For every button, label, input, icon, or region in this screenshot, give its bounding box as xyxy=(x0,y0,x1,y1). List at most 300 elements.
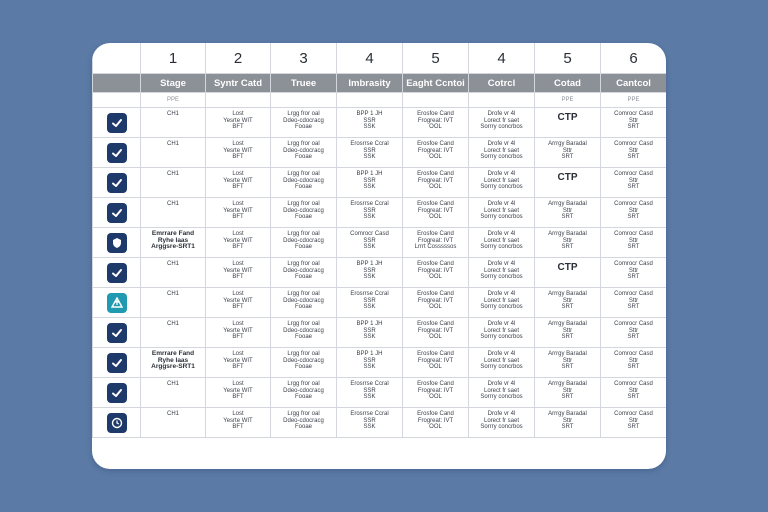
check-icon[interactable] xyxy=(107,353,127,373)
cell-c3 xyxy=(271,168,337,198)
column-header[interactable]: Stage xyxy=(141,74,206,93)
cell-text: Frogreat: IVT xyxy=(417,417,454,424)
cell-c6 xyxy=(469,168,535,198)
cell-c6 xyxy=(469,348,535,378)
cell-text: Erosfoe Cand xyxy=(417,381,454,387)
cell-c6 xyxy=(469,378,535,408)
cell-text: Drofe vr 4l xyxy=(487,111,516,117)
cell-c6 xyxy=(469,198,535,228)
cell-c7 xyxy=(535,378,601,408)
column-subheader xyxy=(469,93,535,108)
row-status-cell[interactable] xyxy=(93,408,141,438)
check-icon[interactable] xyxy=(107,383,127,403)
cell-text: Sttr xyxy=(628,417,639,424)
cell-text: Arrrgy Baradal xyxy=(548,351,587,357)
cell-text: Comrocr Casd xyxy=(614,261,653,267)
table-row[interactable] xyxy=(93,258,667,288)
cell-c2 xyxy=(206,408,271,438)
cell-c3 xyxy=(271,408,337,438)
cell-text: Ddeo-cdocracg xyxy=(283,147,324,154)
cell-text: SRT xyxy=(561,394,574,400)
cell-c4 xyxy=(337,408,403,438)
cell-text: Lost xyxy=(232,291,244,297)
cell-text: Ddeo-cdocracg xyxy=(283,387,324,394)
cell-c6 xyxy=(469,138,535,168)
column-header[interactable]: Eaght Ccntoi xyxy=(403,74,469,93)
cell-text: SRT xyxy=(561,364,574,370)
cell-text: Sorrry concrbos xyxy=(480,154,523,160)
cell-text: Sttr xyxy=(628,297,639,304)
cell-stage xyxy=(141,288,206,318)
cell-text: SRT xyxy=(627,364,640,370)
table-row[interactable] xyxy=(93,378,667,408)
table-row[interactable] xyxy=(93,288,667,318)
cell-text: BFT xyxy=(232,394,244,400)
check-icon[interactable] xyxy=(107,263,127,283)
cell-c5 xyxy=(403,348,469,378)
cell-c4 xyxy=(337,108,403,138)
cell-text: CH1 xyxy=(166,171,179,177)
cell-text: Lorect fr saet xyxy=(483,357,519,364)
cell-text: Sorrry concrbos xyxy=(480,364,523,370)
clock-icon[interactable] xyxy=(107,413,127,433)
cell-text: Lrgg fror oal xyxy=(287,111,320,117)
cell-stage xyxy=(141,378,206,408)
cell-text: Yesrte WIT xyxy=(223,297,253,304)
cell-text: OOL xyxy=(429,424,442,430)
cell-text: BFT xyxy=(232,364,244,370)
cell-text: BFT xyxy=(232,334,244,340)
corner-cell xyxy=(93,74,141,93)
cell-text: Lrgg fror oal xyxy=(287,321,320,327)
cell-text: Sttr xyxy=(628,267,639,274)
column-subheader xyxy=(271,93,337,108)
cell-text: Ddeo-cdocracg xyxy=(283,357,324,364)
cell-text: Erosfoe Cand xyxy=(417,351,454,357)
cell-text: Arggsre-SRT1 xyxy=(151,363,195,370)
cell-text: Comrocr Casd xyxy=(614,381,653,387)
cell-text: Yesrte WIT xyxy=(223,357,253,364)
column-subheader-row xyxy=(93,93,667,108)
cell-text: Sttr xyxy=(562,387,573,394)
table-row[interactable] xyxy=(93,408,667,438)
cell-text: CH1 xyxy=(166,201,179,207)
upload-icon[interactable] xyxy=(107,293,127,313)
row-status-cell[interactable] xyxy=(93,168,141,198)
cell-text: Sorrry concrbos xyxy=(480,214,523,220)
cell-text: Lost xyxy=(232,261,244,267)
cell-text: CH1 xyxy=(166,141,179,147)
cell-text: Yesrte WIT xyxy=(223,207,253,214)
cell-text: OOL xyxy=(429,364,442,370)
cell-text: Lorect fr saet xyxy=(483,177,519,184)
cell-c8 xyxy=(601,138,667,168)
cell-text: Erosrrse Ccral xyxy=(350,291,389,297)
cell-text: SSK xyxy=(363,394,376,400)
cell-text: Drofe vr 4l xyxy=(487,261,516,267)
cell-text: OOL xyxy=(429,274,442,280)
cell-text: Lrgg fror oal xyxy=(287,351,320,357)
cell-c2 xyxy=(206,198,271,228)
cell-c2 xyxy=(206,228,271,258)
cell-text: SSR xyxy=(363,207,376,214)
cell-c2 xyxy=(206,138,271,168)
cell-text: Drofe vr 4l xyxy=(487,351,516,357)
cell-text: Erosrrse Ccral xyxy=(350,201,389,207)
cell-c5 xyxy=(403,228,469,258)
column-number: 2 xyxy=(206,43,271,74)
cell-text: BPP 1 JH xyxy=(356,111,383,117)
cell-c8 xyxy=(601,108,667,138)
cell-text: SSR xyxy=(363,387,376,394)
column-number-row xyxy=(93,43,667,74)
check-icon[interactable] xyxy=(107,143,127,163)
cell-text: SRT xyxy=(627,304,640,310)
cell-c4 xyxy=(337,378,403,408)
cell-text: SSR xyxy=(363,177,376,184)
cell-c4 xyxy=(337,348,403,378)
column-header[interactable]: Imbrasity xyxy=(337,74,403,93)
cell-text: Lorect fr saet xyxy=(483,147,519,154)
table-row[interactable] xyxy=(93,228,667,258)
cell-text: Ddeo-cdocracg xyxy=(283,267,324,274)
cell-c7 xyxy=(535,408,601,438)
cell-text: Fooae xyxy=(294,184,312,190)
cell-c7 xyxy=(535,288,601,318)
cell-text: Lorect fr saet xyxy=(483,327,519,334)
cell-c2 xyxy=(206,318,271,348)
cell-text: Frogreat: IVT xyxy=(417,327,454,334)
cell-c5 xyxy=(403,408,469,438)
cell-text: Yesrte WIT xyxy=(223,177,253,184)
cell-text: SRT xyxy=(561,244,574,250)
table-body xyxy=(93,108,667,438)
cell-text: CTP xyxy=(557,172,578,183)
cell-text: Sttr xyxy=(562,327,573,334)
cell-text: Fooae xyxy=(294,124,312,130)
cell-text: Sorrry concrbos xyxy=(480,424,523,430)
cell-text: BPP 1 JH xyxy=(356,351,383,357)
column-subheader xyxy=(403,93,469,108)
cell-text: SSR xyxy=(363,267,376,274)
cell-text: Sttr xyxy=(628,177,639,184)
cell-text: Erosfoe Cand xyxy=(417,321,454,327)
cell-text: SRT xyxy=(561,304,574,310)
cell-text: Comrocr Casd xyxy=(614,411,653,417)
shield-icon[interactable] xyxy=(107,233,127,253)
column-subheader xyxy=(337,93,403,108)
cell-text: CH1 xyxy=(166,411,179,417)
cell-text: Arggsre-SRT1 xyxy=(151,243,195,250)
cell-text: Yesrte WIT xyxy=(223,267,253,274)
column-header[interactable]: Cotrcl xyxy=(469,74,535,93)
cell-text: Ddeo-cdocracg xyxy=(283,207,324,214)
cell-stage xyxy=(141,348,206,378)
cell-text: SSK xyxy=(363,304,376,310)
cell-text: Comrocr Casd xyxy=(350,231,389,237)
cell-text: Erosrrse Ccral xyxy=(350,411,389,417)
cell-text: Frogreat: IVT xyxy=(417,357,454,364)
cell-text: BFT xyxy=(232,184,244,190)
cell-c5 xyxy=(403,288,469,318)
cell-text: Ddeo-cdocracg xyxy=(283,297,324,304)
cell-c4 xyxy=(337,138,403,168)
cell-text: SRT xyxy=(627,154,640,160)
cell-text: Comrocr Casd xyxy=(614,291,653,297)
cell-text: Sttr xyxy=(628,387,639,394)
check-icon[interactable] xyxy=(107,113,127,133)
cell-text: Yesrte WIT xyxy=(223,327,253,334)
cell-text: Arrrgy Baradal xyxy=(548,201,587,207)
cell-text: Arrrgy Baradal xyxy=(548,381,587,387)
cell-text: SSK xyxy=(363,154,376,160)
cell-text: Fooae xyxy=(294,274,312,280)
cell-text: Lost xyxy=(232,201,244,207)
column-number: 4 xyxy=(469,43,535,74)
cell-text: BFT xyxy=(232,244,244,250)
cell-text: Sttr xyxy=(562,237,573,244)
column-header[interactable]: Cantcol xyxy=(601,74,667,93)
cell-text: Sorrry concrbos xyxy=(480,244,523,250)
cell-c3 xyxy=(271,318,337,348)
row-status-cell[interactable] xyxy=(93,258,141,288)
cell-text: Ddeo-cdocracg xyxy=(283,327,324,334)
cell-text: SSK xyxy=(363,334,376,340)
cell-text: Sorrry concrbos xyxy=(480,334,523,340)
cell-c7 xyxy=(535,168,601,198)
row-status-cell[interactable] xyxy=(93,228,141,258)
cell-c2 xyxy=(206,258,271,288)
cell-c7 xyxy=(535,258,601,288)
cell-text: Erosfoe Cand xyxy=(417,141,454,147)
cell-c4 xyxy=(337,258,403,288)
cell-text: Arrrgy Baradal xyxy=(548,411,587,417)
cell-text: SRT xyxy=(627,334,640,340)
row-status-cell[interactable] xyxy=(93,138,141,168)
cell-text: Sttr xyxy=(562,207,573,214)
cell-text: Sttr xyxy=(562,357,573,364)
cell-text: OOL xyxy=(429,184,442,190)
cell-text: Drofe vr 4l xyxy=(487,411,516,417)
row-status-cell[interactable] xyxy=(93,318,141,348)
cell-text: Yesrte WIT xyxy=(223,387,253,394)
cell-text: Sorrry concrbos xyxy=(480,274,523,280)
cell-c7 xyxy=(535,348,601,378)
table-row[interactable] xyxy=(93,348,667,378)
cell-text: CH1 xyxy=(166,291,179,297)
row-status-cell[interactable] xyxy=(93,108,141,138)
table-row[interactable] xyxy=(93,318,667,348)
cell-c4 xyxy=(337,288,403,318)
cell-text: Frogreat: IVT xyxy=(417,267,454,274)
cell-text: Lorect fr saet xyxy=(483,297,519,304)
cell-text: CH1 xyxy=(166,321,179,327)
cell-text: Fooae xyxy=(294,214,312,220)
cell-text: Fooae xyxy=(294,154,312,160)
table-row[interactable] xyxy=(93,108,667,138)
cell-c6 xyxy=(469,108,535,138)
cell-text: Lost xyxy=(232,111,244,117)
cell-text: Arrrgy Baradal xyxy=(548,291,587,297)
cell-text: Sttr xyxy=(628,357,639,364)
column-subheader: PPE xyxy=(535,93,601,108)
cell-text: Lost xyxy=(232,411,244,417)
table-row[interactable] xyxy=(93,198,667,228)
cell-text: Lost xyxy=(232,351,244,357)
cell-text: SSK xyxy=(363,244,376,250)
cell-text: Frogreat: IVT xyxy=(417,117,454,124)
row-status-cell[interactable] xyxy=(93,378,141,408)
check-icon[interactable] xyxy=(107,323,127,343)
cell-c8 xyxy=(601,378,667,408)
cell-text: Fooae xyxy=(294,364,312,370)
cell-text: Fooae xyxy=(294,304,312,310)
cell-text: Lost xyxy=(232,321,244,327)
cell-c7 xyxy=(535,318,601,348)
cell-text: Drofe vr 4l xyxy=(487,141,516,147)
table-row[interactable] xyxy=(93,168,667,198)
cell-c5 xyxy=(403,108,469,138)
cell-text: SRT xyxy=(627,394,640,400)
cell-stage xyxy=(141,138,206,168)
cell-text: Frogreat: IVT xyxy=(417,387,454,394)
column-header[interactable]: Cotad xyxy=(535,74,601,93)
cell-text: Erosfoe Cand xyxy=(417,291,454,297)
cell-text: SSR xyxy=(363,357,376,364)
cell-text: BPP 1 JH xyxy=(356,171,383,177)
cell-text: Lrgg fror oal xyxy=(287,291,320,297)
cell-text: SSK xyxy=(363,124,376,130)
cell-text: Frogreat: IVT xyxy=(417,207,454,214)
column-number: 5 xyxy=(535,43,601,74)
cell-text: Lrgg fror oal xyxy=(287,381,320,387)
cell-text: SRT xyxy=(627,244,640,250)
cell-text: Sttr xyxy=(628,207,639,214)
cell-c4 xyxy=(337,168,403,198)
cell-text: Emrrare Fand xyxy=(151,350,195,357)
cell-text: Drofe vr 4l xyxy=(487,291,516,297)
cell-c6 xyxy=(469,258,535,288)
column-subheader xyxy=(206,93,271,108)
cell-c4 xyxy=(337,198,403,228)
cell-text: Fooae xyxy=(294,394,312,400)
cell-text: Lost xyxy=(232,171,244,177)
cell-text: SRT xyxy=(561,154,574,160)
cell-text: Erosfoe Cand xyxy=(417,171,454,177)
cell-text: Erosrrse Ccral xyxy=(350,141,389,147)
column-number: 1 xyxy=(141,43,206,74)
cell-text: Fooae xyxy=(294,424,312,430)
cell-text: SSR xyxy=(363,237,376,244)
cell-c8 xyxy=(601,198,667,228)
cell-text: Drofe vr 4l xyxy=(487,231,516,237)
cell-text: Sttr xyxy=(562,297,573,304)
cell-text: CH1 xyxy=(166,111,179,117)
cell-c8 xyxy=(601,318,667,348)
cell-text: BFT xyxy=(232,214,244,220)
cell-text: SRT xyxy=(627,184,640,190)
cell-text: Sorrry concrbos xyxy=(480,184,523,190)
cell-text: Ddeo-cdocracg xyxy=(283,117,324,124)
cell-text: Ddeo-cdocracg xyxy=(283,417,324,424)
cell-text: Emrrare Fand xyxy=(151,230,195,237)
cell-c5 xyxy=(403,198,469,228)
row-status-cell[interactable] xyxy=(93,198,141,228)
cell-stage xyxy=(141,228,206,258)
cell-text: Lorect fr saet xyxy=(483,237,519,244)
cell-c6 xyxy=(469,318,535,348)
cell-text: OOL xyxy=(429,304,442,310)
stage-table-card xyxy=(92,43,666,469)
cell-text: Lrgg fror oal xyxy=(287,171,320,177)
cell-c3 xyxy=(271,288,337,318)
cell-text: OOL xyxy=(429,394,442,400)
cell-text: Ddeo-cdocracg xyxy=(283,177,324,184)
cell-c5 xyxy=(403,258,469,288)
cell-c7 xyxy=(535,228,601,258)
cell-text: Sorrry concrbos xyxy=(480,124,523,130)
cell-c8 xyxy=(601,168,667,198)
cell-c6 xyxy=(469,408,535,438)
cell-text: Lorect fr saet xyxy=(483,117,519,124)
cell-text: SRT xyxy=(627,124,640,130)
cell-text: Frogreat: IVT xyxy=(417,237,454,244)
cell-text: SRT xyxy=(627,214,640,220)
cell-text: SSR xyxy=(363,417,376,424)
cell-c2 xyxy=(206,108,271,138)
column-header[interactable]: Truee xyxy=(271,74,337,93)
cell-c6 xyxy=(469,228,535,258)
cell-text: Lorect fr saet xyxy=(483,207,519,214)
cell-c2 xyxy=(206,348,271,378)
cell-text: Lorect fr saet xyxy=(483,387,519,394)
cell-text: Yesrte WIT xyxy=(223,147,253,154)
cell-text: Comrocr Casd xyxy=(614,321,653,327)
cell-text: SSR xyxy=(363,147,376,154)
cell-text: Ryhe Iaas xyxy=(157,356,189,364)
cell-text: Comrocr Casd xyxy=(614,171,653,177)
cell-text: OOL xyxy=(429,334,442,340)
check-icon[interactable] xyxy=(107,173,127,193)
corner-cell xyxy=(93,43,141,74)
column-number: 4 xyxy=(337,43,403,74)
cell-text: Lorect fr saet xyxy=(483,267,519,274)
column-header[interactable]: Syntr Catd xyxy=(206,74,271,93)
cell-c3 xyxy=(271,108,337,138)
cell-c8 xyxy=(601,228,667,258)
cell-c5 xyxy=(403,318,469,348)
cell-text: SSR xyxy=(363,297,376,304)
cell-text: OOL xyxy=(429,124,442,130)
row-status-cell[interactable] xyxy=(93,288,141,318)
cell-c4 xyxy=(337,228,403,258)
cell-text: Ddeo-cdocracg xyxy=(283,237,324,244)
cell-stage xyxy=(141,108,206,138)
cell-text: OOL xyxy=(429,154,442,160)
cell-text: SSK xyxy=(363,364,376,370)
column-subheader: PPE xyxy=(601,93,667,108)
cell-text: SSK xyxy=(363,274,376,280)
cell-text: SRT xyxy=(561,334,574,340)
table-row[interactable] xyxy=(93,138,667,168)
cell-text: Erosrrse Ccral xyxy=(350,381,389,387)
cell-text: Drofe vr 4l xyxy=(487,381,516,387)
check-icon[interactable] xyxy=(107,203,127,223)
cell-text: BFT xyxy=(232,304,244,310)
cell-text: Arrrgy Baradal xyxy=(548,231,587,237)
cell-text: BFT xyxy=(232,124,244,130)
row-status-cell[interactable] xyxy=(93,348,141,378)
